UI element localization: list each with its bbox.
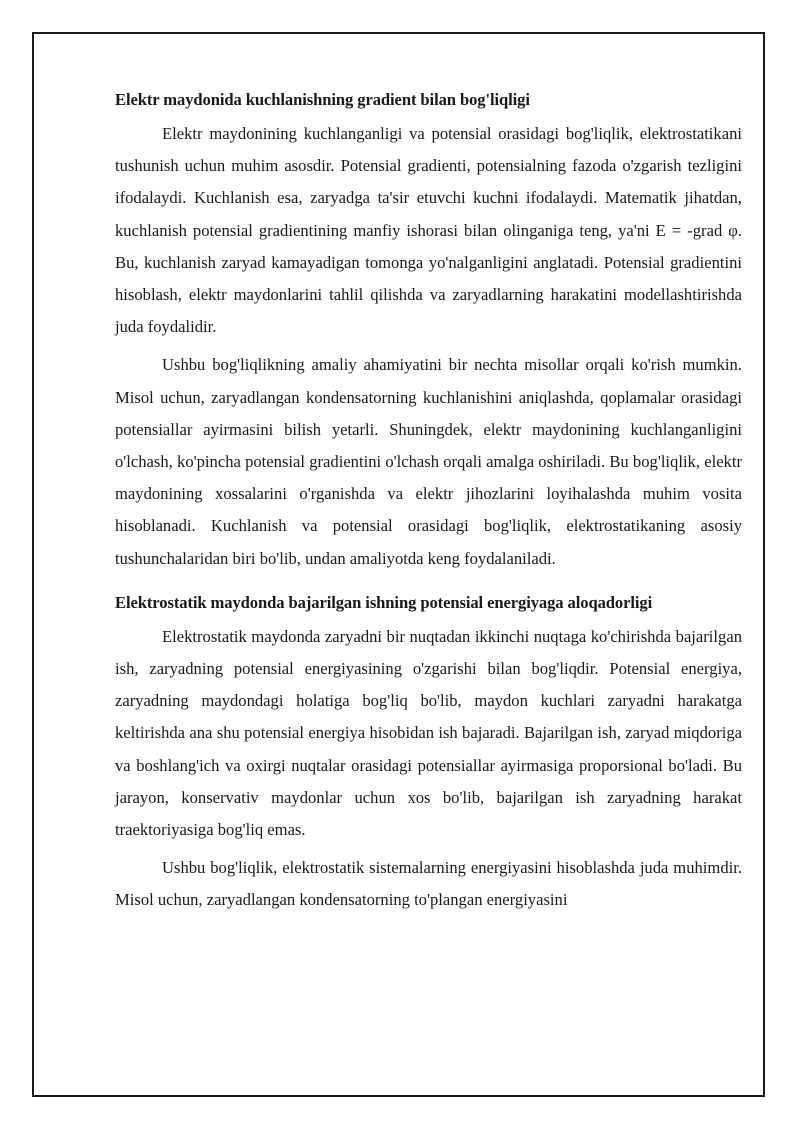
paragraph: Elektrostatik maydonda zaryadni bir nuqtadan ikkinchi nuqtaga ko'chirishda bajarilgan ish, zaryadning potensial energiyasining o'zgarishi bilan bog'liqdir. Potensial energiya, zaryadning maydondagi holatiga bog'liq bo'lib, maydon kuchlari zaryadni harakatga keltirishda ana shu potensial energiya hisobidan ish bajaradi. Bajarilgan ish, zaryad miqdoriga va boshlang'ich va oxirgi nuqtalar orasidagi potensiallar ayirmasiga proporsional bo'ladi. Bu jarayon, konservativ maydonlar uchun xos bo'lib, bajarilgan ish zaryadning harakat traektoriyasiga bog'liq emas. xyxy=(115,626,742,840)
paragraph: Ushbu bog'liqlik, elektrostatik sistemalarning energiyasini hisoblashda juda muhimdir. Misol uchun, zaryadlangan kondensatorning to'plangan energiyasini xyxy=(115,858,742,910)
paragraph: Ushbu bog'liqlikning amaliy ahamiyatini bir nechta misollar orqali ko'rish mumkin. Misol uchun, zaryadlangan kondensatorning kuchlanishini aniqlashda, qoplamalar orasidagi potensiallar ayirmasini bilish yetarli. Shuningdek, elektr maydonining kuchlanganligini o'lchash, ko'pincha potensial gradientini o'lchash orqali amalga oshiriladi. Bu bog'liqlik, elektr maydonining xossalarini o'rganishda va elektr jihozlarini loyihalashda muhim vosita hisoblanadi. Kuchlanish va potensial orasidagi bog'liqlik, elektrostatikaning asosiy tushunchalaridan biri bo'lib, undan amaliyotda keng foydalaniladi. xyxy=(115,355,742,568)
section-heading-gradient: Elektr maydonida kuchlanishning gradient bilan bog'liqligi xyxy=(115,90,530,109)
paragraph: Elektr maydonining kuchlanganligi va potensial orasidagi bog'liqlik, elektrostatikani tushunish uchun muhim asosdir. Potensial gradienti, potensialning fazoda o'zgarish tezligini ifodalaydi. Kuchlanish esa, zaryadga ta'sir etuvchi kuchni ifodalaydi. Matematik jihatdan, kuchlanish potensial gradientining manfiy ishorasi bilan olinganiga teng, ya'ni E = -grad φ. Bu, kuchlanish zaryad kamayadigan tomonga yo'nalganligini anglatadi. Potensial gradientini hisoblash, elektr maydonlarini tahlil qilishda va zaryadlarning harakatini modellashtirishda juda foydalidir. xyxy=(115,124,742,337)
document-body xyxy=(115,85,742,917)
section-heading-work-energy: Elektrostatik maydonda bajarilgan ishning potensial energiyaga aloqadorligi xyxy=(115,592,653,612)
